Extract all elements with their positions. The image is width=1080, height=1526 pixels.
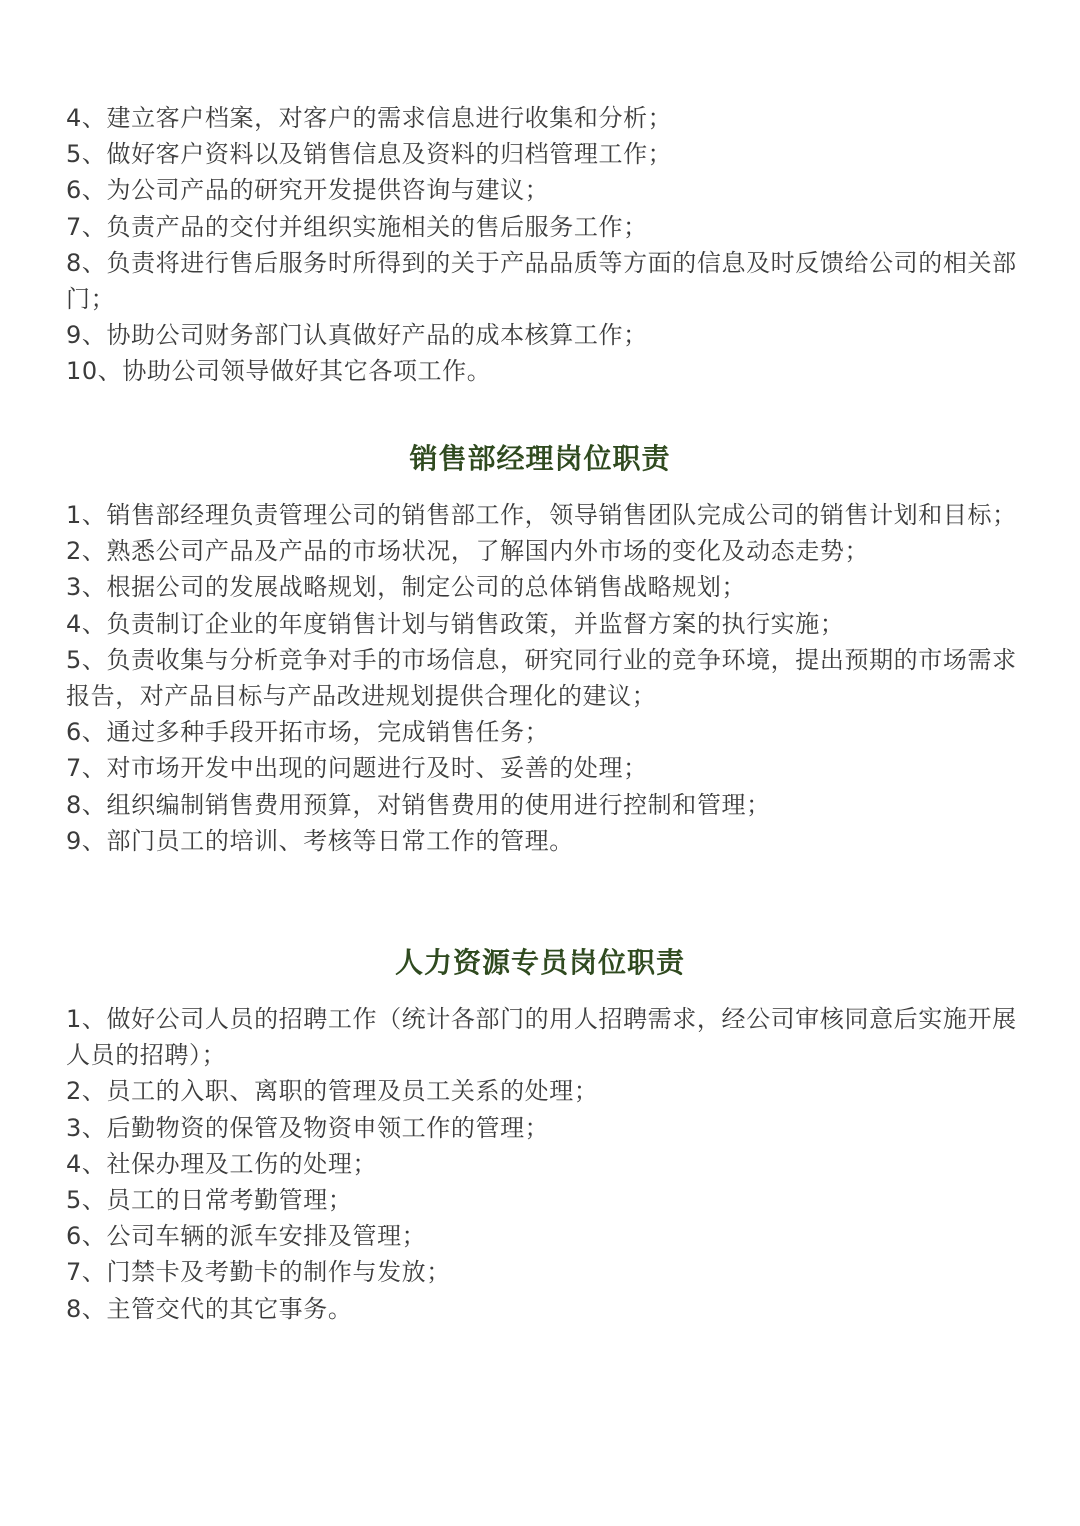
list-item: 2、熟悉公司产品及产品的市场状况，了解国内外市场的变化及动态走势；	[66, 537, 870, 566]
list-item: 4、社保办理及工伤的处理；	[66, 1149, 378, 1178]
sales-manager-title: 销售部经理岗位职责	[409, 442, 671, 475]
list-item: 9、协助公司财务部门认真做好产品的成本核算工作；	[66, 321, 648, 350]
list-item: 3、根据公司的发展战略规划，制定公司的总体销售战略规划；	[66, 573, 747, 602]
list-item: 2、员工的入职、离职的管理及员工关系的处理；	[66, 1077, 599, 1106]
list-item: 6、为公司产品的研究开发提供咨询与建议；	[66, 176, 550, 205]
intro-duty-list	[66, 100, 1021, 390]
list-item: 3、后勤物资的保管及物资申领工作的管理；	[66, 1113, 550, 1142]
list-item: 1、销售部经理负责管理公司的销售部工作，领导销售团队完成公司的销售计划和目标；	[66, 501, 1017, 529]
list-item: 5、做好客户资料以及销售信息及资料的归档管理工作；	[66, 140, 673, 169]
sales-manager-duty-list	[66, 497, 1021, 859]
list-item: 6、通过多种手段开拓市场，完成销售任务；	[66, 718, 550, 747]
list-item: 7、对市场开发中出现的问题进行及时、妥善的处理；	[66, 754, 648, 783]
list-item: 8、负责将进行售后服务时所得到的关于产品品质等方面的信息及时反馈给公司的相关部门；	[66, 248, 1017, 314]
list-item: 1、做好公司人员的招聘工作（统计各部门的用人招聘需求，经公司审核同意后实施开展人员的招聘）；	[66, 1005, 1017, 1070]
list-item: 4、负责制订企业的年度销售计划与销售政策，并监督方案的执行实施；	[66, 609, 845, 638]
list-item: 7、门禁卡及考勤卡的制作与发放；	[66, 1258, 451, 1287]
list-item: 8、主管交代的其它事务。	[66, 1294, 353, 1323]
list-item: 4、建立客户档案，对客户的需求信息进行收集和分析；	[66, 104, 673, 132]
list-item: 6、公司车辆的派车安排及管理；	[66, 1222, 427, 1251]
list-item: 5、负责收集与分析竞争对手的市场信息，研究同行业的竞争环境，提出预期的市场需求报告，对产品目标与产品改进规划提供合理化的建议；	[66, 645, 1017, 711]
list-item: 10、协助公司领导做好其它各项工作。	[66, 357, 492, 386]
hr-specialist-duty-list	[66, 1001, 1021, 1327]
hr-specialist-title: 人力资源专员岗位职责	[394, 946, 685, 979]
list-item: 5、员工的日常考勤管理；	[66, 1186, 353, 1215]
list-item: 9、部门员工的培训、考核等日常工作的管理。	[66, 826, 574, 855]
list-item: 8、组织编制销售费用预算，对销售费用的使用进行控制和管理；	[66, 790, 771, 819]
list-item: 7、负责产品的交付并组织实施相关的售后服务工作；	[66, 212, 648, 241]
